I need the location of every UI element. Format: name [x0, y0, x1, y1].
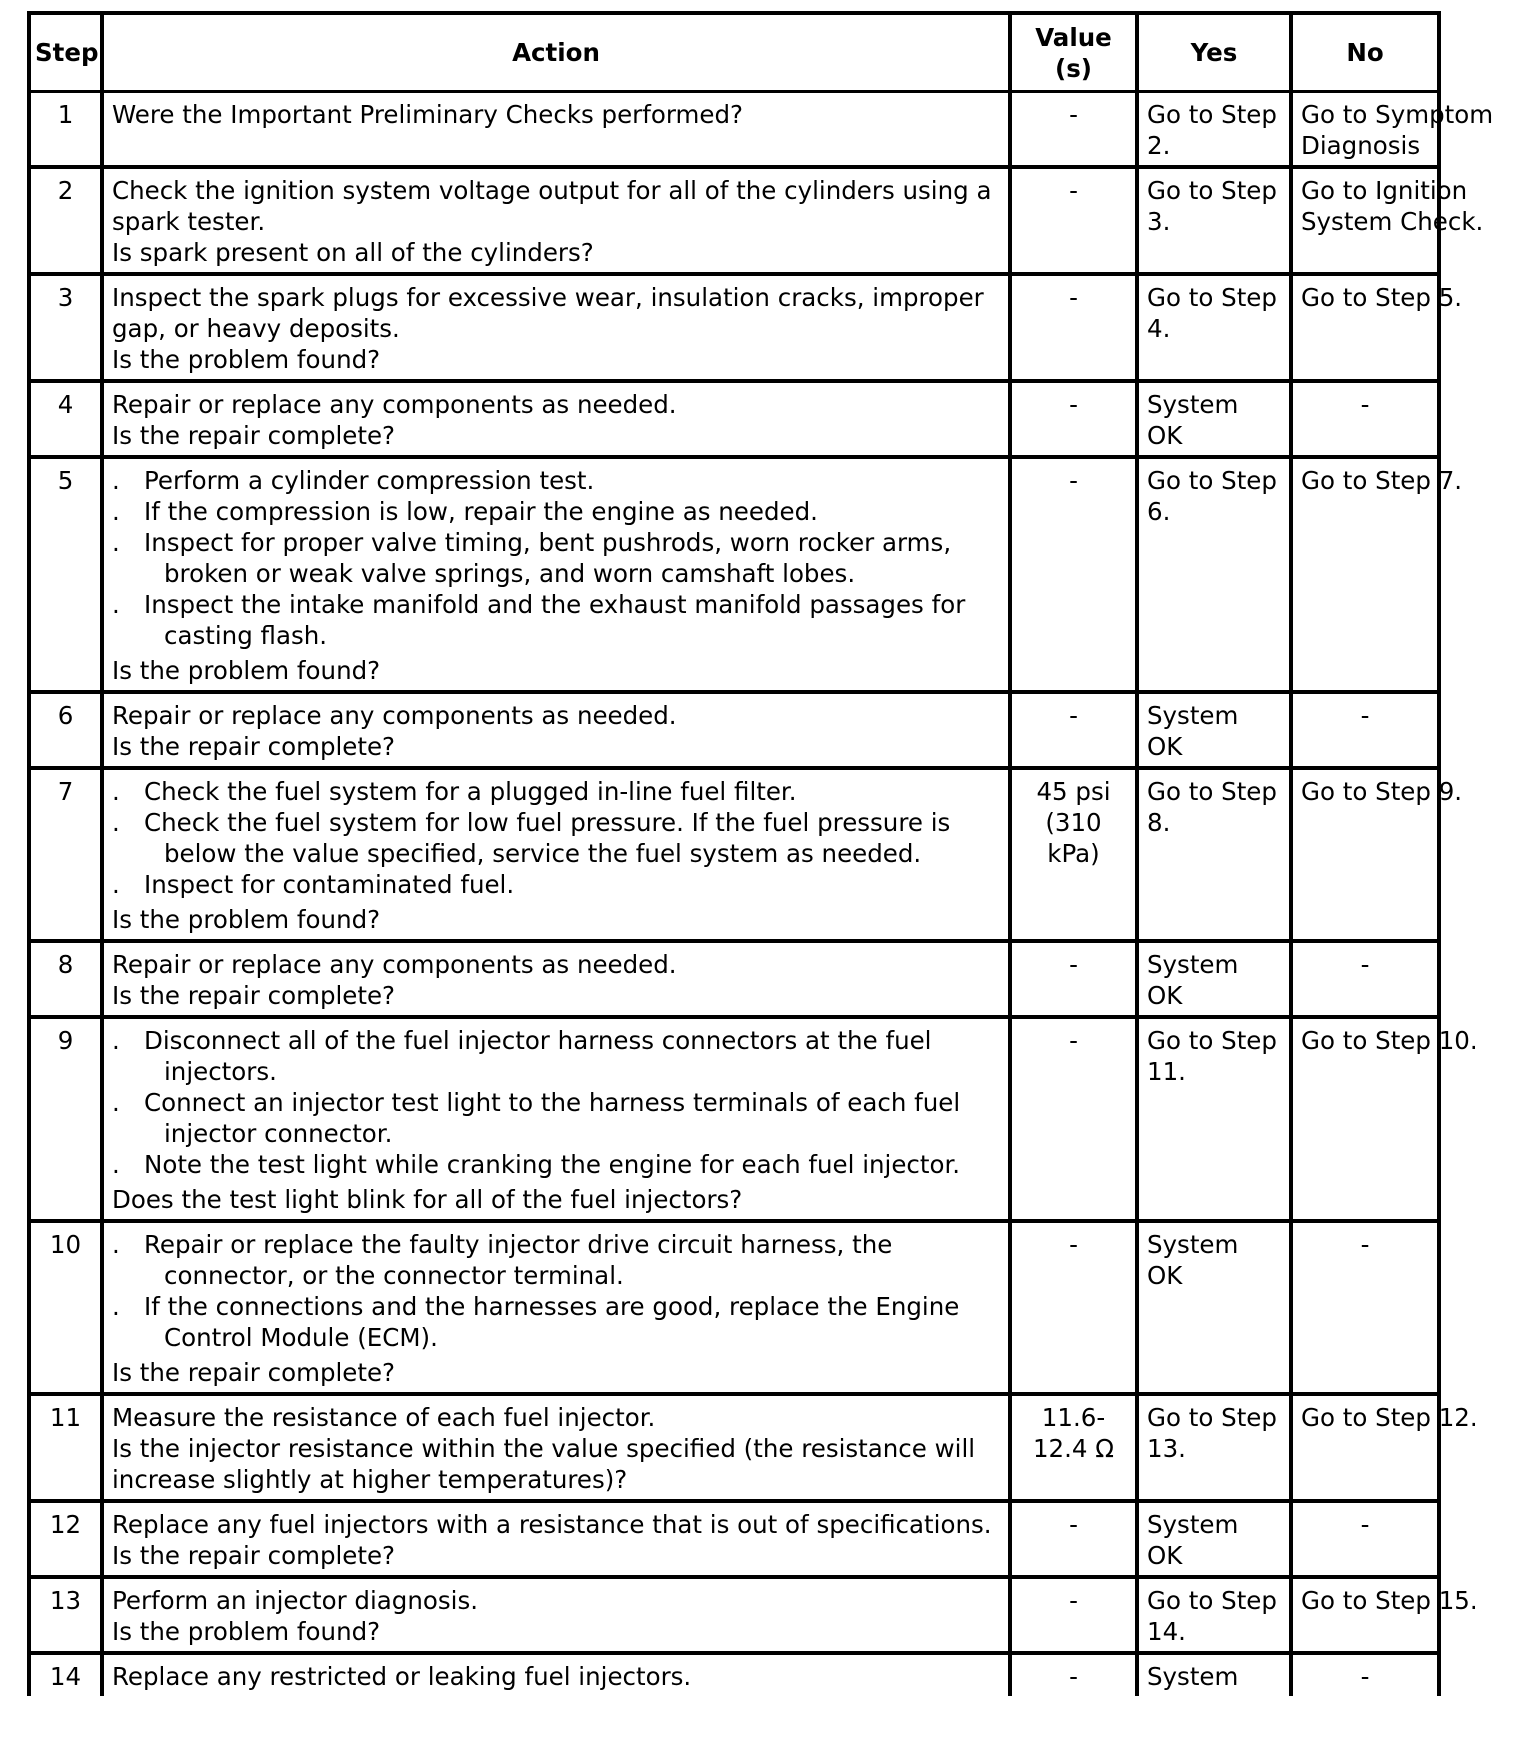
- step-cell: 4: [29, 381, 102, 457]
- bullet-text: Perform a cylinder compression test.: [144, 466, 595, 495]
- bullet-text: Disconnect all of the fuel injector harness connectors at the fuel: [144, 1026, 932, 1055]
- yes-cell: Go to Step 6.: [1137, 457, 1291, 692]
- table-row: [29, 92, 1439, 168]
- no-text: Go to Step 7.: [1301, 466, 1463, 495]
- action-bullet: [112, 1229, 1000, 1291]
- action-bullet: [112, 1149, 1000, 1180]
- diagnostic-table: [27, 11, 1494, 1696]
- action-cell: [102, 1653, 1010, 1696]
- value-cell: -: [1010, 274, 1137, 381]
- yes-cell: Go to Step 4.: [1137, 274, 1291, 381]
- bullet-continuation: broken or weak valve springs, and worn camshaft lobes.: [164, 559, 856, 588]
- no-text: Go to Step 12.: [1301, 1403, 1478, 1432]
- action-cell: [102, 692, 1010, 768]
- value-cell: -: [1010, 1221, 1137, 1394]
- action-bullet: [112, 465, 1000, 496]
- no-cell: [1291, 768, 1463, 941]
- yes-cell: Go to Step 14.: [1137, 1577, 1291, 1653]
- bullet-text: If the connections and the harnesses are good, replace the Engine: [144, 1292, 960, 1321]
- no-cell: [1291, 1501, 1439, 1577]
- step-cell: 8: [29, 941, 102, 1017]
- no-text: Go to Step 10.: [1301, 1026, 1478, 1055]
- step-cell: 2: [29, 167, 102, 274]
- bullet-dot-icon: .: [112, 870, 120, 899]
- bullet-text: Note the test light while cranking the engine for each fuel injector.: [144, 1150, 961, 1179]
- action-bullet: [112, 1025, 1000, 1087]
- table-row: [29, 1017, 1439, 1221]
- step-cell: 7: [29, 768, 102, 941]
- value-cell: -: [1010, 941, 1137, 1017]
- action-text: Were the Important Preliminary Checks performed?: [112, 100, 744, 129]
- table-row: [29, 941, 1439, 1017]
- no-cell: [1291, 381, 1439, 457]
- bullet-dot-icon: .: [112, 590, 120, 619]
- no-cell: [1291, 167, 1484, 274]
- action-text: Perform an injector diagnosis.: [112, 1586, 478, 1615]
- no-cell: [1291, 1577, 1478, 1653]
- no-cell: [1291, 274, 1463, 381]
- action-text: Replace any restricted or leaking fuel injectors.: [112, 1662, 692, 1691]
- value-cell: 45 psi (310 kPa): [1010, 768, 1137, 941]
- table-row: [29, 1501, 1439, 1577]
- no-text: -: [1360, 1510, 1370, 1539]
- action-text: Is the problem found?: [112, 1617, 381, 1646]
- yes-cell: Go to Step 3.: [1137, 167, 1291, 274]
- bullet-continuation: below the value specified, service the fuel system as needed.: [164, 839, 922, 868]
- action-question: Is the problem found?: [112, 905, 381, 934]
- action-bullet: [112, 1087, 1000, 1149]
- no-cell: [1291, 92, 1494, 168]
- bullet-continuation: connector, or the connector terminal.: [164, 1261, 624, 1290]
- action-text: Inspect the spark plugs for excessive wear, insulation cracks, improper gap, or heavy deposits.: [112, 283, 984, 343]
- step-cell: 1: [29, 92, 102, 168]
- no-text: Go to Step 15.: [1301, 1586, 1478, 1615]
- no-cell: [1291, 457, 1463, 692]
- step-cell: 13: [29, 1577, 102, 1653]
- action-text: Is the repair complete?: [112, 421, 396, 450]
- table-row: [29, 1221, 1439, 1394]
- bullet-text: Inspect for contaminated fuel.: [144, 870, 515, 899]
- bullet-dot-icon: .: [112, 1150, 120, 1179]
- header-step: Step: [29, 13, 102, 92]
- action-cell: [102, 768, 1010, 941]
- header-value: Value (s): [1010, 13, 1137, 92]
- bullet-continuation: casting flash.: [164, 621, 328, 650]
- no-text: Go to Step 9.: [1301, 777, 1463, 806]
- action-cell: [102, 274, 1010, 381]
- action-text: Repair or replace any components as needed.: [112, 390, 677, 419]
- action-text: Is the repair complete?: [112, 732, 396, 761]
- action-cell: [102, 457, 1010, 692]
- bullet-text: Check the fuel system for low fuel pressure. If the fuel pressure is: [144, 808, 951, 837]
- bullet-dot-icon: .: [112, 497, 120, 526]
- header-no: No: [1291, 13, 1439, 92]
- step-cell: 6: [29, 692, 102, 768]
- value-cell: -: [1010, 692, 1137, 768]
- value-cell: -: [1010, 1017, 1137, 1221]
- action-text: Repair or replace any components as needed.: [112, 701, 677, 730]
- table-row: [29, 457, 1439, 692]
- value-cell: -: [1010, 457, 1137, 692]
- bullet-text: Repair or replace the faulty injector drive circuit harness, the: [144, 1230, 893, 1259]
- bullet-dot-icon: .: [112, 1292, 120, 1321]
- action-text: Is the repair complete?: [112, 1541, 396, 1570]
- value-cell: 11.6-12.4 Ω: [1010, 1394, 1137, 1501]
- action-text: Is the repair complete?: [112, 981, 396, 1010]
- action-cell: [102, 92, 1010, 168]
- no-text: -: [1360, 1230, 1370, 1259]
- action-text: Measure the resistance of each fuel injector.: [112, 1403, 656, 1432]
- step-cell: 14: [29, 1653, 102, 1696]
- action-bullet: [112, 807, 1000, 869]
- action-text: Is the injector resistance within the value specified (the resistance will increase slightly at higher temperatures)?: [112, 1434, 976, 1494]
- bullet-dot-icon: .: [112, 1088, 120, 1117]
- action-bullet: [112, 527, 1000, 589]
- table-body: [29, 92, 1494, 1697]
- action-bullet: [112, 589, 1000, 651]
- no-text: Go to Symptom Diagnosis: [1301, 100, 1494, 160]
- no-text: -: [1360, 701, 1370, 730]
- action-question: Is the repair complete?: [112, 1358, 396, 1387]
- table-row: [29, 692, 1439, 768]
- bullet-continuation: injector connector.: [164, 1119, 393, 1148]
- table-row: [29, 167, 1439, 274]
- yes-cell: System OK: [1137, 692, 1291, 768]
- no-text: Go to Ignition System Check.: [1301, 176, 1484, 236]
- value-cell: -: [1010, 381, 1137, 457]
- table-row: [29, 1394, 1439, 1501]
- yes-cell: Go to Step 8.: [1137, 768, 1291, 941]
- action-bullet: [112, 1291, 1000, 1353]
- step-cell: 10: [29, 1221, 102, 1394]
- bullet-continuation: injectors.: [164, 1057, 277, 1086]
- bullet-dot-icon: .: [112, 777, 120, 806]
- step-cell: 12: [29, 1501, 102, 1577]
- yes-cell: Go to Step 13.: [1137, 1394, 1291, 1501]
- yes-cell: Go to Step 11.: [1137, 1017, 1291, 1221]
- yes-cell: System OK: [1137, 941, 1291, 1017]
- value-cell: -: [1010, 167, 1137, 274]
- bullet-dot-icon: .: [112, 1230, 120, 1259]
- step-cell: 9: [29, 1017, 102, 1221]
- step-cell: 11: [29, 1394, 102, 1501]
- action-cell: [102, 381, 1010, 457]
- action-cell: [102, 1394, 1010, 1501]
- table-row: [29, 1577, 1439, 1653]
- action-bullet: [112, 869, 1000, 900]
- action-text: Replace any fuel injectors with a resistance that is out of specifications.: [112, 1510, 992, 1539]
- table-header-row: [29, 13, 1439, 92]
- bullet-text: Check the fuel system for a plugged in-line fuel filter.: [144, 777, 797, 806]
- action-cell: [102, 1501, 1010, 1577]
- value-cell: -: [1010, 1653, 1137, 1696]
- action-question: Does the test light blink for all of the fuel injectors?: [112, 1185, 743, 1214]
- action-text: Is the problem found?: [112, 345, 381, 374]
- action-bullet: [112, 496, 1000, 527]
- bullet-dot-icon: .: [112, 808, 120, 837]
- header-yes: Yes: [1137, 13, 1291, 92]
- bullet-dot-icon: .: [112, 466, 120, 495]
- no-cell: [1291, 1394, 1478, 1501]
- action-cell: [102, 167, 1010, 274]
- table-row: [29, 381, 1439, 457]
- action-cell: [102, 941, 1010, 1017]
- action-text: Check the ignition system voltage output for all of the cylinders using a spark tester.: [112, 176, 992, 236]
- value-cell: -: [1010, 1501, 1137, 1577]
- bullet-text: Inspect the intake manifold and the exhaust manifold passages for: [144, 590, 966, 619]
- no-cell: [1291, 941, 1439, 1017]
- yes-cell: System: [1137, 1653, 1291, 1696]
- bullet-continuation: Control Module (ECM).: [164, 1323, 438, 1352]
- bullet-text: If the compression is low, repair the engine as needed.: [144, 497, 818, 526]
- yes-cell: Go to Step 2.: [1137, 92, 1291, 168]
- no-cell: [1291, 1221, 1439, 1394]
- action-question: Is the problem found?: [112, 656, 381, 685]
- table-row: [29, 274, 1439, 381]
- action-cell: [102, 1577, 1010, 1653]
- no-text: -: [1360, 950, 1370, 979]
- no-text: -: [1360, 390, 1370, 419]
- action-cell: [102, 1017, 1010, 1221]
- value-cell: -: [1010, 92, 1137, 168]
- value-cell: -: [1010, 1577, 1137, 1653]
- action-text: Repair or replace any components as needed.: [112, 950, 677, 979]
- bullet-text: Inspect for proper valve timing, bent pushrods, worn rocker arms,: [144, 528, 952, 557]
- step-cell: 3: [29, 274, 102, 381]
- bullet-dot-icon: .: [112, 528, 120, 557]
- yes-cell: System OK: [1137, 1221, 1291, 1394]
- step-cell: 5: [29, 457, 102, 692]
- table-row: [29, 1653, 1439, 1696]
- table-row: [29, 768, 1439, 941]
- no-cell: [1291, 1653, 1439, 1696]
- no-cell: [1291, 1017, 1478, 1221]
- bullet-dot-icon: .: [112, 1026, 120, 1055]
- no-text: -: [1360, 1662, 1370, 1691]
- yes-cell: System OK: [1137, 1501, 1291, 1577]
- yes-cell: System OK: [1137, 381, 1291, 457]
- action-text: Is spark present on all of the cylinders?: [112, 238, 594, 267]
- no-text: Go to Step 5.: [1301, 283, 1463, 312]
- action-cell: [102, 1221, 1010, 1394]
- action-bullet: [112, 776, 1000, 807]
- bullet-text: Connect an injector test light to the harness terminals of each fuel: [144, 1088, 961, 1117]
- header-action: Action: [102, 13, 1010, 92]
- no-cell: [1291, 692, 1439, 768]
